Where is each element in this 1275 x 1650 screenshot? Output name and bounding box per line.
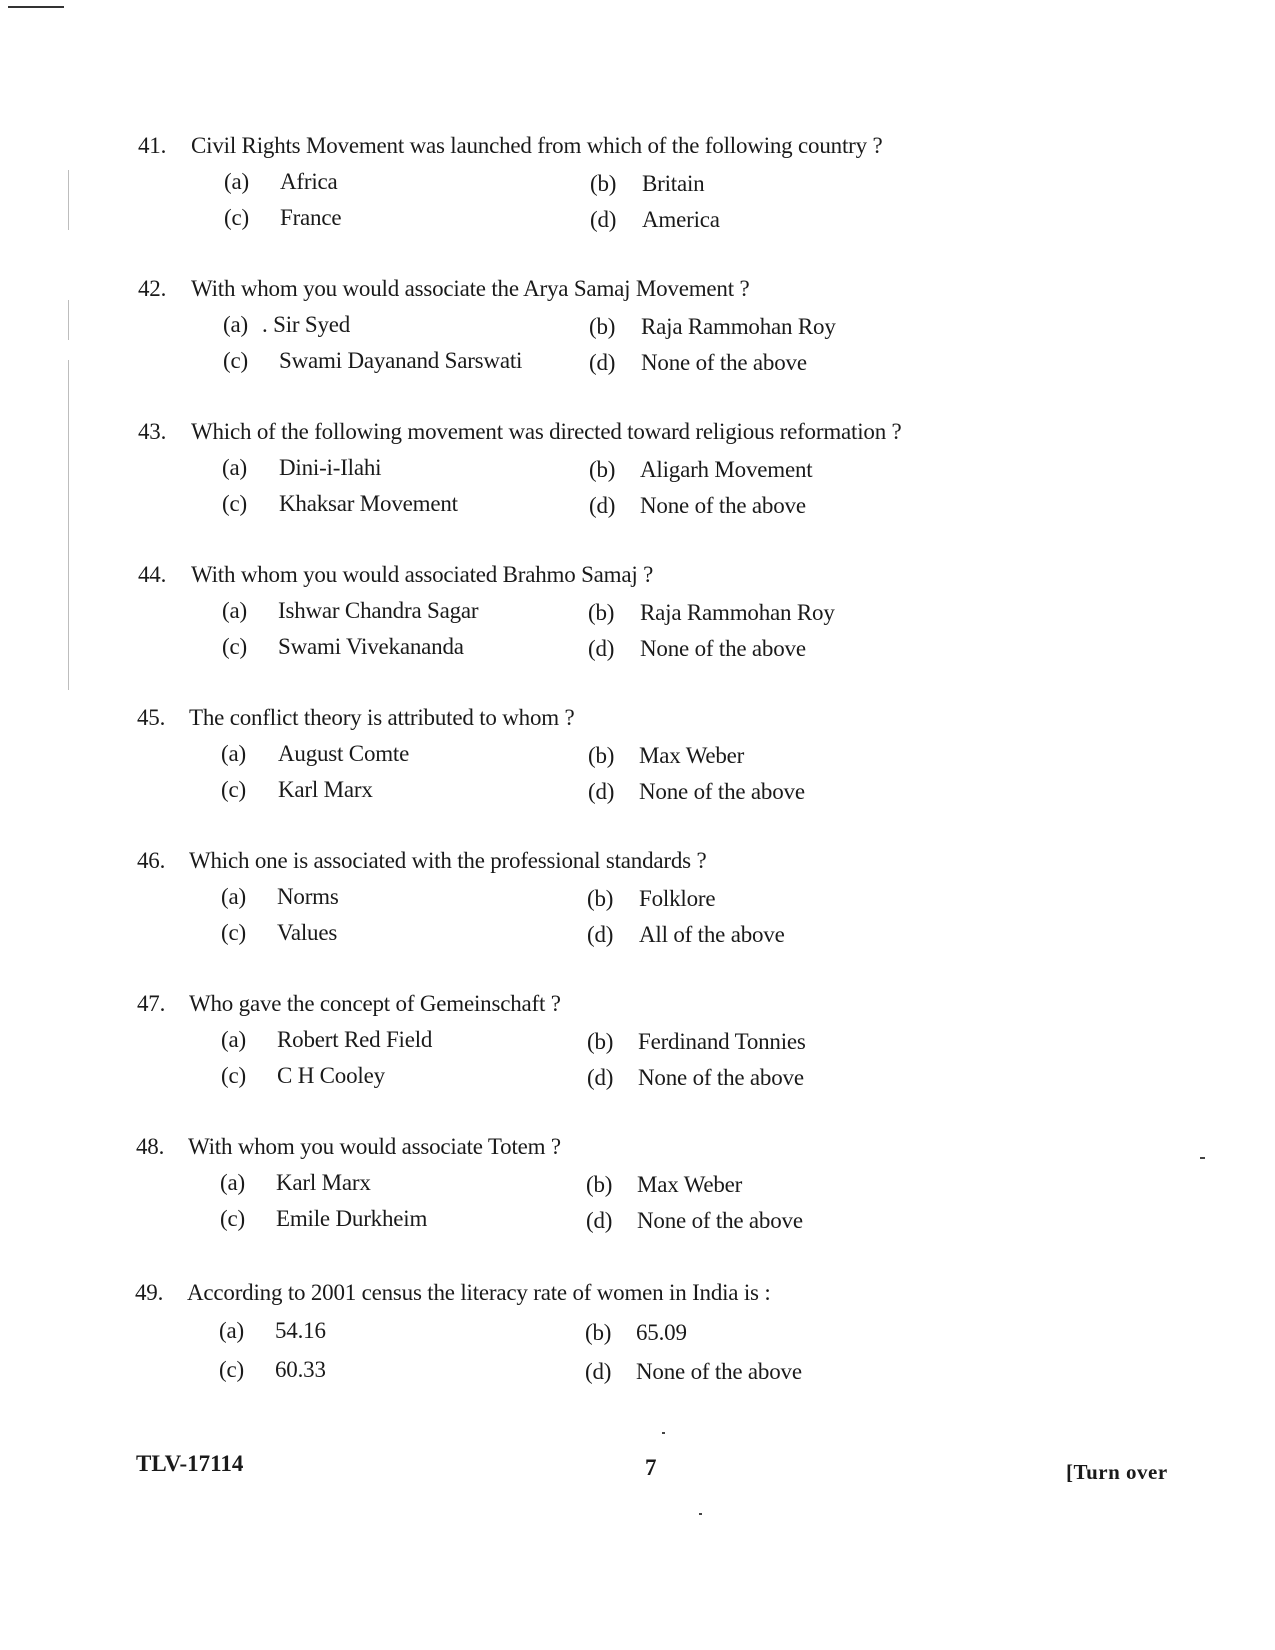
- option-label: (d): [587, 922, 614, 947]
- option-label: (c): [221, 920, 246, 945]
- question-text: With whom you would associated Brahmo Samaj ?: [191, 562, 654, 587]
- question-47: [0, 991, 1275, 1111]
- question-text: Civil Rights Movement was launched from which of the following country ?: [191, 133, 883, 158]
- option-label: (b): [589, 314, 616, 339]
- question-number: 43.: [138, 419, 167, 444]
- option-label: (a): [222, 598, 247, 623]
- question-text: Which one is associated with the professional standards ?: [189, 848, 707, 873]
- option-text: 54.16: [275, 1318, 326, 1343]
- option-text: All of the above: [639, 922, 785, 947]
- exam-code: TLV-17114: [136, 1451, 244, 1476]
- option-label: (b): [585, 1320, 612, 1345]
- option-label: (d): [589, 350, 616, 375]
- question-45: [0, 705, 1275, 825]
- question-number: 47.: [137, 991, 166, 1016]
- question-43: [0, 419, 1275, 539]
- option-text: Norms: [277, 884, 339, 909]
- option-label: (c): [222, 634, 247, 659]
- scan-speck: [1200, 1157, 1205, 1159]
- option-text: . Sir Syed: [262, 312, 351, 337]
- option-label: (c): [221, 777, 246, 802]
- question-text: Which of the following movement was directed toward religious reformation ?: [191, 419, 902, 444]
- question-number: 41.: [138, 133, 167, 158]
- question-49: [0, 1280, 1275, 1400]
- option-text: Dini-i-Ilahi: [279, 455, 382, 480]
- option-text: None of the above: [640, 636, 806, 661]
- question-text: According to 2001 census the literacy rate of women in India is :: [187, 1280, 771, 1305]
- option-text: Folklore: [639, 886, 716, 911]
- option-text: Britain: [642, 171, 705, 196]
- option-label: (b): [587, 1029, 614, 1054]
- option-text: None of the above: [640, 493, 806, 518]
- option-label: (a): [223, 312, 248, 337]
- option-label: (b): [588, 743, 615, 768]
- option-label: (c): [220, 1206, 245, 1231]
- turn-over-note: [Turn over: [1066, 1460, 1168, 1484]
- option-text: Max Weber: [639, 743, 745, 768]
- question-number: 42.: [138, 276, 167, 301]
- option-text: Ferdinand Tonnies: [638, 1029, 806, 1054]
- option-label: (c): [219, 1357, 244, 1382]
- option-text: Emile Durkheim: [276, 1206, 428, 1231]
- question-number: 48.: [136, 1134, 165, 1159]
- option-label: (d): [588, 779, 615, 804]
- option-label: (d): [587, 1065, 614, 1090]
- option-text: Swami Dayanand Sarswati: [279, 348, 523, 373]
- option-text: Karl Marx: [278, 777, 373, 802]
- option-label: (b): [586, 1172, 613, 1197]
- option-text: Aligarh Movement: [640, 457, 813, 482]
- option-text: None of the above: [636, 1359, 802, 1384]
- option-label: (d): [585, 1359, 612, 1384]
- option-label: (b): [589, 457, 616, 482]
- question-text: The conflict theory is attributed to whom ?: [189, 705, 575, 730]
- question-text: With whom you would associate Totem ?: [188, 1134, 561, 1159]
- question-48: [0, 1134, 1275, 1254]
- option-label: (c): [223, 348, 248, 373]
- option-text: None of the above: [638, 1065, 804, 1090]
- option-label: (a): [221, 741, 246, 766]
- question-42: [0, 276, 1275, 396]
- question-number: 46.: [137, 848, 166, 873]
- option-text: Raja Rammohan Roy: [641, 314, 836, 339]
- question-46: [0, 848, 1275, 968]
- page-number: 7: [645, 1455, 657, 1480]
- option-text: Raja Rammohan Roy: [640, 600, 835, 625]
- option-label: (a): [222, 455, 247, 480]
- option-text: Swami Vivekananda: [278, 634, 464, 659]
- option-text: August Comte: [278, 741, 410, 766]
- option-text: Values: [277, 920, 338, 945]
- option-text: Max Weber: [637, 1172, 743, 1197]
- option-label: (a): [224, 169, 249, 194]
- option-label: (d): [588, 636, 615, 661]
- question-number: 49.: [135, 1280, 164, 1305]
- option-text: Karl Marx: [276, 1170, 371, 1195]
- option-text: Khaksar Movement: [279, 491, 458, 516]
- option-label: (b): [587, 886, 614, 911]
- option-text: Africa: [280, 169, 338, 194]
- question-41: [0, 133, 1275, 253]
- scan-speck: [662, 1432, 665, 1434]
- option-label: (c): [224, 205, 249, 230]
- option-label: (a): [219, 1318, 244, 1343]
- option-label: (d): [590, 207, 617, 232]
- top-rule: [8, 6, 64, 8]
- question-text: Who gave the concept of Gemeinschaft ?: [189, 991, 561, 1016]
- option-label: (b): [590, 171, 617, 196]
- question-number: 44.: [138, 562, 167, 587]
- option-text: 65.09: [636, 1320, 687, 1345]
- option-label: (a): [220, 1170, 245, 1195]
- option-label: (d): [589, 493, 616, 518]
- option-text: None of the above: [637, 1208, 803, 1233]
- option-text: None of the above: [641, 350, 807, 375]
- option-text: 60.33: [275, 1357, 326, 1382]
- option-label: (a): [221, 1027, 246, 1052]
- option-text: France: [280, 205, 342, 230]
- option-label: (a): [221, 884, 246, 909]
- scan-speck: [699, 1513, 702, 1515]
- question-text: With whom you would associate the Arya Samaj Movement ?: [191, 276, 750, 301]
- option-text: America: [642, 207, 720, 232]
- option-label: (b): [588, 600, 615, 625]
- question-44: [0, 562, 1275, 682]
- option-text: C H Cooley: [277, 1063, 385, 1088]
- question-number: 45.: [137, 705, 166, 730]
- option-label: (d): [586, 1208, 613, 1233]
- option-text: Robert Red Field: [277, 1027, 433, 1052]
- option-text: None of the above: [639, 779, 805, 804]
- option-text: Ishwar Chandra Sagar: [278, 598, 479, 623]
- option-label: (c): [222, 491, 247, 516]
- option-label: (c): [221, 1063, 246, 1088]
